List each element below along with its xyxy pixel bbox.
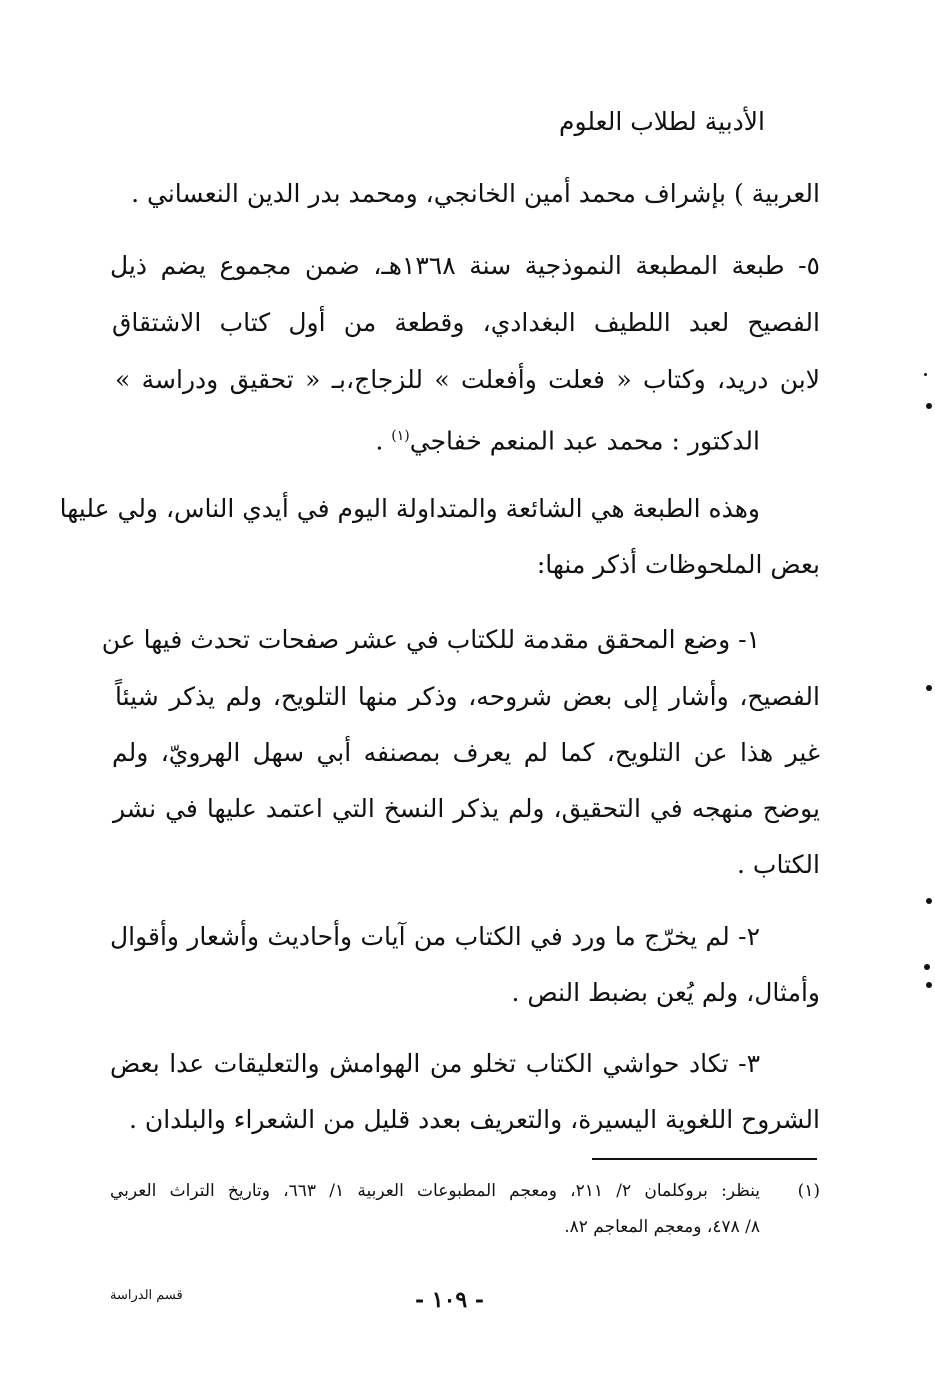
note-1-line-4: يوضح منهجه في التحقيق، ولم يذكر النسخ التي اعتمد عليها في نشر bbox=[113, 794, 820, 823]
item-5-line-4 bbox=[375, 416, 760, 461]
note-3-line-1: ٣- تكاد حواشي الكتاب تخلو من الهوامش والتعليقات عدا بعض bbox=[110, 1049, 760, 1078]
footnote-reference: (١) bbox=[391, 428, 410, 444]
section-label: قسم الدراسة bbox=[110, 1288, 183, 1303]
running-header: الأدبية لطلاب العلوم bbox=[558, 107, 765, 136]
continuation-line: العربية ) بإشراف محمد أمين الخانجي، ومحمد بدر الدين النعساني . bbox=[131, 179, 820, 208]
page-number: - ١٠٩ - bbox=[415, 1287, 485, 1313]
note-1-line-3: غير هذا عن التلويح، كما لم يعرف بمصنفه أبي سهل الهرويّ، ولم bbox=[112, 738, 820, 767]
scan-speck bbox=[926, 403, 932, 409]
footnote-line-1: ينظر: بروكلمان ٢/ ٢١١، ومعجم المطبوعات العربية ١/ ٦٦٣، وتاريخ التراث العربي bbox=[110, 1181, 760, 1201]
note-1-line-5: الكتاب . bbox=[737, 850, 820, 879]
note-1-line-2: الفصيح، وأشار إلى بعض شروحه، وذكر منها التلويح، ولم يذكر شيئاً bbox=[115, 682, 820, 711]
note-2-line-2: وأمثال، ولم يُعن بضبط النص . bbox=[511, 978, 820, 1007]
note-1-line-1: ١- وضع المحقق مقدمة للكتاب في عشر صفحات تحدث فيها عن bbox=[101, 625, 760, 654]
item-5-line-1: ٥- طبعة المطبعة النموذجية سنة ١٣٦٨هـ، ضمن مجموع يضم ذيل bbox=[110, 251, 820, 280]
scan-speck bbox=[924, 373, 927, 376]
paragraph-line-2: بعض الملحوظات أذكر منها: bbox=[536, 550, 820, 579]
scan-speck bbox=[924, 964, 930, 970]
footnote-marker: (١) bbox=[797, 1181, 820, 1201]
note-3-line-2: الشروح اللغوية اليسيرة، والتعريف بعدد قليل من الشعراء والبلدان . bbox=[128, 1105, 820, 1134]
paragraph-line-1: وهذه الطبعة هي الشائعة والمتداولة اليوم في أيدي الناس، ولي عليها bbox=[59, 494, 760, 523]
scan-speck bbox=[926, 685, 932, 691]
item-5-end: . bbox=[375, 426, 392, 456]
footnote-line-2: ٨/ ٤٧٨، ومعجم المعاجم ٨٢. bbox=[564, 1217, 760, 1237]
note-2-line-1: ٢- لم يخرّج ما ورد في الكتاب من آيات وأحاديث وأشعار وأقوال bbox=[110, 922, 760, 951]
item-5-line-4-text: الدكتور : محمد عبد المنعم خفاجي bbox=[409, 426, 760, 456]
scan-speck bbox=[926, 982, 932, 988]
scan-speck bbox=[926, 898, 932, 904]
item-5-line-2: الفصيح لعبد اللطيف البغدادي، وقطعة من أول كتاب الاشتقاق bbox=[112, 308, 820, 337]
item-5-line-3: لابن دريد، وكتاب « فعلت وأفعلت » للزجاج،بـ « تحقيق ودراسة » bbox=[115, 365, 820, 394]
footnote-separator bbox=[592, 1158, 817, 1160]
